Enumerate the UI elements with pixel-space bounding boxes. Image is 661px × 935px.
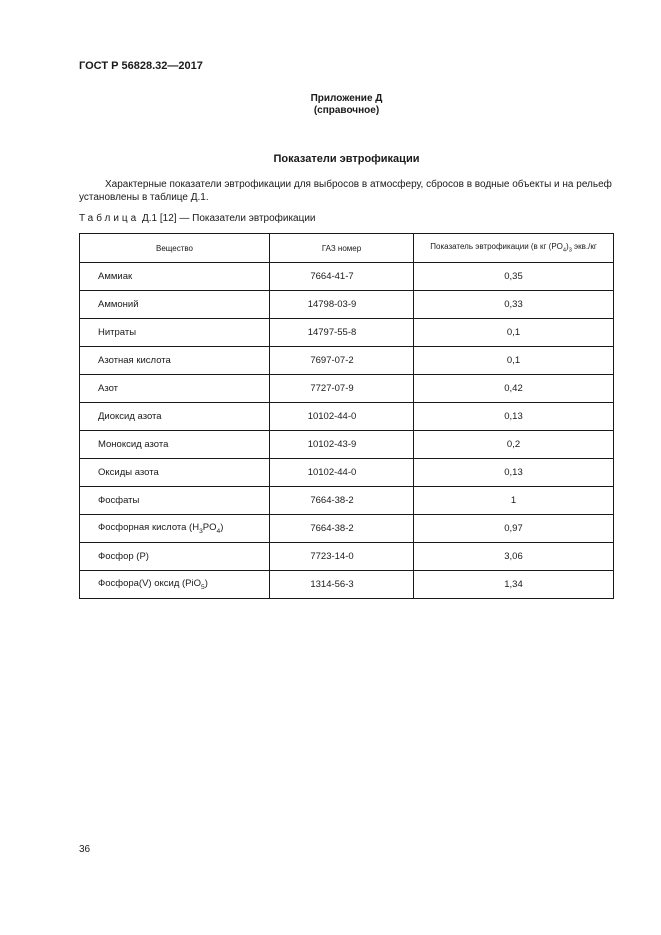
intro-paragraph [79, 178, 617, 204]
standard-number: ГОСТ Р 56828.32—2017 [79, 60, 203, 72]
cell-cas: 7664-38-2 [270, 487, 414, 515]
cell-value: 1,34 [414, 571, 614, 599]
table-caption-prefix: Таблица [79, 213, 140, 224]
table-row [80, 319, 614, 347]
appendix-kind: (справочное) [313, 105, 380, 116]
cell-substance: Аммоний [80, 291, 270, 319]
cell-value: 0,1 [414, 319, 614, 347]
header-indicator: Показатель эвтрофикации (в кг $(PO_4)_3$ экв./кг [414, 234, 614, 263]
cell-value: 3,06 [414, 543, 614, 571]
table-row [80, 375, 614, 403]
cell-substance: Азотная кислота [80, 347, 270, 375]
intro-paragraph-text: Характерные показатели эвтрофикации для выбросов в атмосферу, сбросов в водные объекты и на рельеф установлены в таблице Д.1. [79, 179, 612, 203]
cell-cas: 10102-44-0 [270, 459, 414, 487]
cell-cas: 14798-03-9 [270, 291, 414, 319]
cell-substance: Фосфаты [80, 487, 270, 515]
table-caption [79, 213, 316, 224]
table-row [80, 263, 614, 291]
cell-cas: 7697-07-2 [270, 347, 414, 375]
cell-cas: 7727-07-9 [270, 375, 414, 403]
table-row [80, 487, 614, 515]
cell-value: 0,97 [414, 515, 614, 543]
table-row [80, 459, 614, 487]
cell-value: 0,33 [414, 291, 614, 319]
cell-cas: 7723-14-0 [270, 543, 414, 571]
table-row [80, 347, 614, 375]
table-caption-rest: Д.1 [12] — Показатели эвтрофикации [142, 213, 316, 224]
cell-value: 0,35 [414, 263, 614, 291]
page-number: 36 [79, 844, 91, 855]
cell-substance: Оксиды азота [80, 459, 270, 487]
cell-cas: 14797-55-8 [270, 319, 414, 347]
cell-cas: 7664-41-7 [270, 263, 414, 291]
section-title: Показатели эвтрофикации [273, 153, 420, 165]
header-cas: ГАЗ номер [270, 234, 414, 263]
cell-substance: Нитраты [80, 319, 270, 347]
cell-value: 0,13 [414, 459, 614, 487]
eutrophication-table [79, 233, 614, 599]
cell-substance: Фосфорная кислота $(H_3PO_4)$ [80, 515, 270, 543]
header-substance: Вещество [80, 234, 270, 263]
cell-substance: Моноксид азота [80, 431, 270, 459]
cell-cas: 1314-56-3 [270, 571, 414, 599]
table-header-row [80, 234, 614, 263]
cell-substance: Аммиак [80, 263, 270, 291]
table-row [80, 571, 614, 599]
table-row [80, 431, 614, 459]
cell-cas: 10102-43-9 [270, 431, 414, 459]
appendix-title: Приложение Д [310, 93, 383, 104]
cell-substance: Диоксид азота [80, 403, 270, 431]
table-row [80, 403, 614, 431]
cell-value: 0,13 [414, 403, 614, 431]
cell-value: 0,1 [414, 347, 614, 375]
cell-value: 1 [414, 487, 614, 515]
cell-value: 0,42 [414, 375, 614, 403]
table-row [80, 515, 614, 543]
cell-cas: 10102-44-0 [270, 403, 414, 431]
table-row [80, 291, 614, 319]
cell-substance: Фосфор (P) [80, 543, 270, 571]
cell-cas: 7664-38-2 [270, 515, 414, 543]
cell-value: 0,2 [414, 431, 614, 459]
cell-substance: Фосфора(V) оксид (PiO$_5$) [80, 571, 270, 599]
cell-substance: Азот [80, 375, 270, 403]
table-row [80, 543, 614, 571]
